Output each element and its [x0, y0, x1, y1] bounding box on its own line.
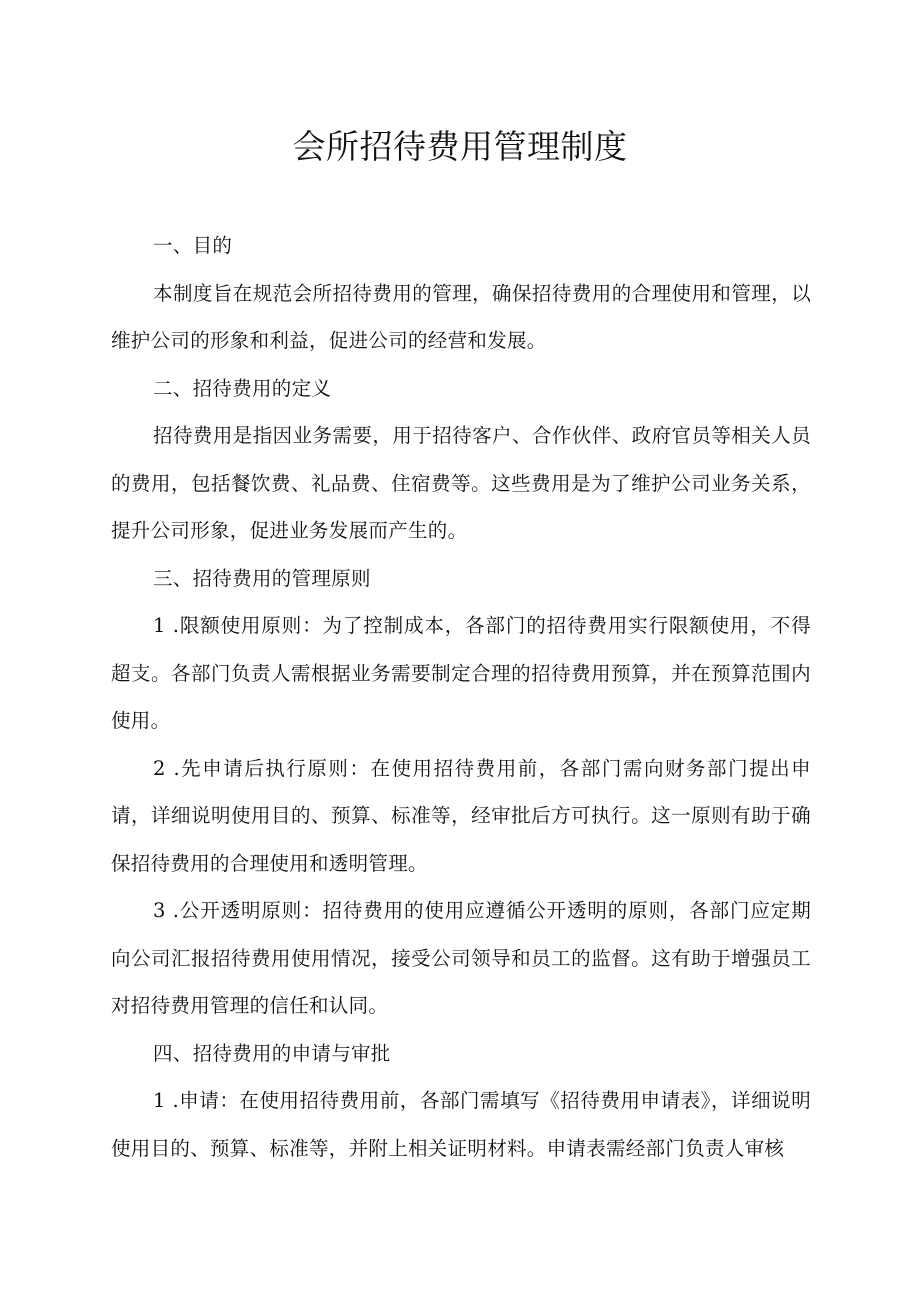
- paragraph-principle-3: 3 .公开透明原则：招待费用的使用应遵循公开透明的原则，各部门应定期向公司汇报招待费用使用情况，接受公司领导和员工的监督。这有助于增强员工对招待费用管理的信任和认同。: [111, 899, 811, 1017]
- paragraph-principle-1: 1 .限额使用原则：为了控制成本，各部门的招待费用实行限额使用，不得超支。各部门负责人需根据业务需要制定合理的招待费用预算，并在预算范围内使用。: [111, 614, 811, 732]
- section-heading-application: 四、招待费用的申请与审批: [153, 1041, 391, 1065]
- paragraph-purpose: 本制度旨在规范会所招待费用的管理，确保招待费用的合理使用和管理，以维护公司的形象和利益，促进公司的经营和发展。: [111, 281, 811, 352]
- paragraph-application-1: 1 .申请：在使用招待费用前，各部门需填写《招待费用申请表》，详细说明使用目的、预算、标准等，并附上相关证明材料。申请表需经部门负责人审核: [111, 1089, 811, 1160]
- section-heading-principles: 三、招待费用的管理原则: [153, 566, 371, 590]
- section-heading-definition: 二、招待费用的定义: [153, 376, 332, 400]
- paragraph-definition: 招待费用是指因业务需要，用于招待客户、合作伙伴、政府官员等相关人员的费用，包括餐饮费、礼品费、住宿费等。这些费用是为了维护公司业务关系，提升公司形象，促进业务发展而产生的。: [111, 424, 811, 542]
- section-heading-purpose: 一、目的: [153, 234, 233, 257]
- paragraph-principle-2: 2 .先申请后执行原则：在使用招待费用前，各部门需向财务部门提出申请，详细说明使用目的、预算、标准等，经审批后方可执行。这一原则有助于确保招待费用的合理使用和透明管理。: [111, 756, 811, 875]
- document-body: [111, 222, 811, 1172]
- document-title: 会所招待费用管理制度: [292, 127, 628, 166]
